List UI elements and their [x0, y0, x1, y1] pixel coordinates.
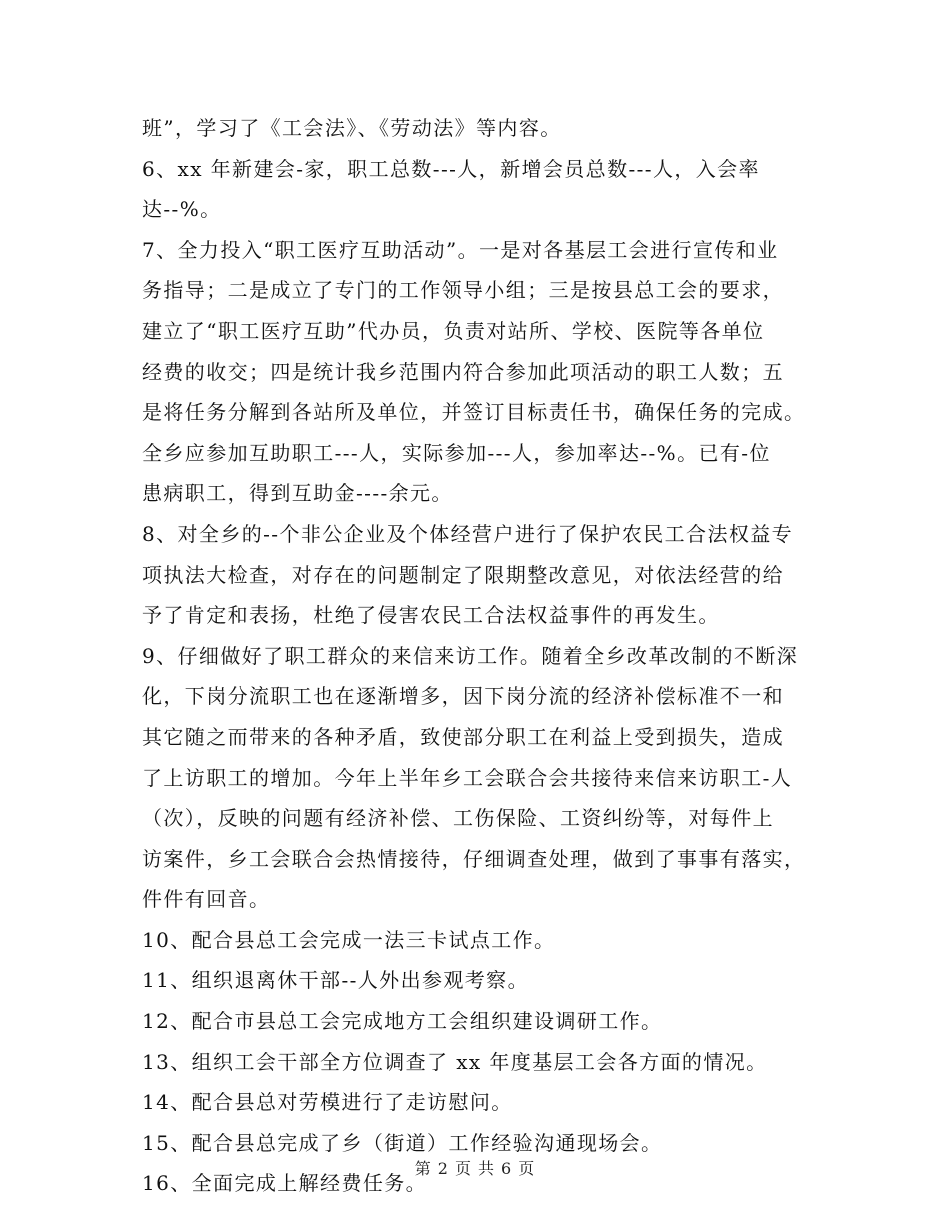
text-line: 化，下岗分流职工也在逐渐增多，因下岗分流的经济补偿标准不一和 — [142, 684, 784, 709]
text-line: 访案件，乡工会联合会热情接待，仔细调查处理，做到了事事有落实， — [142, 846, 806, 871]
text-line: 10、配合县总工会完成一法三卡试点工作。 — [142, 927, 556, 952]
footer-prefix: 第 — [414, 1159, 432, 1178]
text-line: 11、组织退离休干部--人外出参观考察。 — [142, 968, 529, 993]
text-line: 12、配合市县总工会完成地方工会组织建设调研工作。 — [142, 1009, 663, 1034]
text-line: （次），反映的问题有经济补偿、工伤保险、工资纠纷等，对每件上 — [142, 806, 774, 831]
page-total: 6 — [501, 1159, 513, 1178]
document-body — [142, 108, 810, 1204]
text-line: 予了肯定和表扬，杜绝了侵害农民工合法权益事件的再发生。 — [142, 603, 720, 628]
text-line: 14、配合县总对劳模进行了走访慰问。 — [142, 1090, 513, 1115]
text-line: 6、xx 年新建会-家，职工总数---人，新增会员总数---人，入会率 — [142, 156, 760, 181]
text-line: 16、全面完成上解经费任务。 — [142, 1171, 428, 1196]
text-line: 患病职工，得到互助金----余元。 — [142, 481, 453, 506]
text-line: 了上访职工的增加。今年上半年乡工会联合会共接待来信来访职工-人 — [142, 765, 793, 790]
text-line: 经费的收交；四是统计我乡范围内符合参加此项活动的职工人数；五 — [142, 359, 784, 384]
text-line: 务指导；二是成立了专门的工作领导小组；三是按县总工会的要求， — [142, 278, 784, 303]
footer-suffix: 页 — [518, 1159, 536, 1178]
page-number: 2 — [437, 1159, 449, 1178]
text-line: 达--%。 — [142, 197, 222, 222]
text-line: 13、组织工会干部全方位调查了 xx 年度基层工会各方面的情况。 — [142, 1049, 768, 1074]
text-line: 其它随之而带来的各种矛盾，致使部分职工在利益上受到损失，造成 — [142, 724, 784, 749]
page-footer — [0, 1156, 950, 1179]
text-line: 15、配合县总完成了乡（街道）工作经验沟通现场会。 — [142, 1130, 663, 1155]
text-line: 项执法大检查，对存在的问题制定了限期整改意见，对依法经营的给 — [142, 562, 784, 587]
text-line: 班”，学习了《工会法》、《劳动法》等内容。 — [142, 116, 562, 140]
text-line: 7、全力投入“职工医疗互助活动”。一是对各基层工会进行宣传和业 — [142, 237, 779, 262]
text-line: 建立了“职工医疗互助”代办员，负责对站所、学校、医院等各单位 — [142, 318, 765, 343]
text-line: 全乡应参加互助职工---人，实际参加---人，参加率达--%。已有-位 — [142, 440, 771, 465]
footer-middle: 页 共 — [454, 1159, 496, 1178]
text-line: 件件有回音。 — [142, 887, 271, 912]
text-line: 9、仔细做好了职工群众的来信来访工作。随着全乡改革改制的不断深 — [142, 643, 799, 668]
text-line: 8、对全乡的--个非公企业及个体经营户进行了保护农民工合法权益专 — [142, 521, 794, 546]
text-line: 是将任务分解到各站所及单位，并签订目标责任书，确保任务的完成。 — [142, 400, 806, 425]
